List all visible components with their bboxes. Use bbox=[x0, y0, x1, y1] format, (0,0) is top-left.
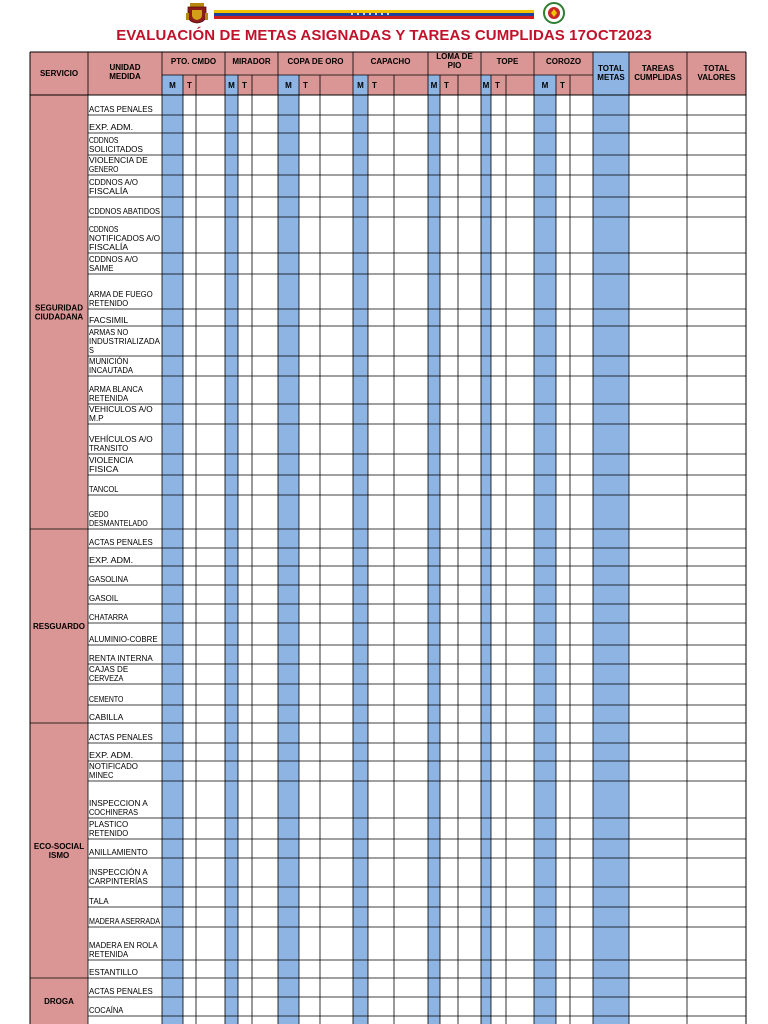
header-meta-6: M bbox=[482, 81, 490, 90]
header-total-valores: TOTAL bbox=[703, 64, 730, 73]
header-tarea-5: T bbox=[444, 81, 449, 90]
header-tareas-cumplidas: TAREAS bbox=[641, 64, 675, 73]
unidad-medida-cell: MADERA EN ROLA bbox=[89, 941, 159, 950]
unidad-medida-cell: INSPECCIÓN A bbox=[89, 868, 149, 877]
page-title: EVALUACIÓN DE METAS ASIGNADAS Y TAREAS CUMPLIDAS 17OCT2023 bbox=[116, 27, 652, 44]
unidad-medida-cell: ACTAS PENALES bbox=[89, 538, 153, 547]
header-location-7: COROZO bbox=[545, 57, 582, 66]
unidad-medida-cell: SOLICITADOS bbox=[89, 145, 143, 154]
unidad-medida-cell: CERVEZA bbox=[89, 674, 124, 683]
unidad-medida-cell: CDDNOS bbox=[89, 225, 119, 234]
unidad-medida-cell: CDDNOS bbox=[89, 136, 119, 145]
unidad-medida-cell: TANCOL bbox=[89, 485, 119, 494]
servicio-label: ECO-SOCIAL bbox=[33, 842, 85, 851]
unidad-medida-cell: RETENIDA bbox=[89, 950, 129, 959]
unidad-medida-cell: COCAÍNA bbox=[89, 1006, 124, 1015]
header-location-6: TOPE bbox=[496, 57, 519, 66]
unidad-medida-cell: VIOLENCIA bbox=[89, 456, 134, 465]
unidad-medida-cell: INCAUTADA bbox=[89, 366, 134, 375]
unidad-medida-cell: VIOLENCIA DE bbox=[89, 156, 148, 165]
unidad-medida-cell: NOTIFICADO bbox=[89, 762, 138, 771]
unidad-medida-cell: ACTAS PENALES bbox=[89, 105, 153, 114]
unidad-medida-cell: ACTAS PENALES bbox=[89, 987, 153, 996]
unidad-medida-cell: ARMA DE FUEGO bbox=[89, 290, 153, 299]
header-total-metas: TOTAL bbox=[598, 64, 624, 73]
servicio-column-fill bbox=[30, 95, 88, 1024]
header-meta-5: M bbox=[430, 81, 438, 90]
servicio-label: RESGUARDO bbox=[32, 622, 86, 631]
unidad-medida-cell: GASOLINA bbox=[89, 575, 129, 584]
unidad-medida-cell: EXP. ADM. bbox=[89, 556, 134, 565]
header-servicio: SERVICIO bbox=[39, 69, 79, 78]
unidad-medida-cell: CDDNOS A/O bbox=[89, 178, 138, 187]
unidad-medida-cell: GEDO bbox=[89, 510, 109, 519]
unidad-medida-cell: INSPECCION A bbox=[89, 799, 149, 808]
unidad-medida-cell: CABILLA bbox=[89, 713, 124, 722]
unidad-medida-cell: ARMA BLANCA bbox=[89, 385, 144, 394]
header-meta-2: M bbox=[228, 81, 235, 90]
header-tareas-cumplidas: CUMPLIDAS bbox=[634, 73, 682, 82]
header-tarea-1: T bbox=[187, 81, 192, 90]
header-meta-7: M bbox=[541, 81, 549, 90]
unidad-medida-cell: FISCALÍA bbox=[89, 187, 129, 196]
unidad-medida-cell: MINEC bbox=[89, 771, 114, 780]
unidad-medida-cell: CAJAS DE bbox=[89, 665, 129, 674]
unidad-medida-cell: ANILLAMIENTO bbox=[89, 848, 148, 857]
unidad-medida-cell: EXP. ADM. bbox=[89, 123, 134, 132]
unidad-medida-cell: SAIME bbox=[89, 264, 114, 273]
unidad-medida-cell: CHATARRA bbox=[89, 613, 129, 622]
unidad-medida-cell: RETENIDO bbox=[89, 299, 129, 308]
unidad-medida-cell: CDDNOS ABATIDOS bbox=[89, 207, 160, 216]
unidad-medida-cell: ARMAS NO bbox=[89, 328, 129, 337]
unidad-medida-cell: COCHINERAS bbox=[89, 808, 138, 817]
total-metas-column-fill bbox=[593, 52, 629, 1024]
unidad-medida-cell: CEMENTO bbox=[89, 695, 124, 704]
unidad-medida-cell: S bbox=[89, 346, 94, 355]
unidad-medida-cell: GENERO bbox=[89, 165, 119, 174]
unidad-medida-cell: INDUSTRIALIZADA bbox=[89, 337, 161, 346]
header-location-2: MIRADOR bbox=[232, 57, 271, 66]
unidad-medida-cell: MADERA ASERRADA bbox=[89, 917, 161, 926]
header-location-3: COPA DE ORO bbox=[287, 57, 344, 66]
unidad-medida-cell: CARPINTERÍAS bbox=[89, 877, 148, 886]
unidad-medida-cell: RETENIDA bbox=[89, 394, 129, 403]
header-location-1: PTO. CMDO bbox=[170, 57, 217, 66]
servicio-label: ISMO bbox=[48, 851, 70, 860]
servicio-label: DROGA bbox=[44, 997, 74, 1006]
unidad-medida-cell: FISCALÍA bbox=[89, 243, 129, 252]
unidad-medida-cell: EXP. ADM. bbox=[89, 751, 134, 760]
unidad-medida-cell: ESTANTILLO bbox=[89, 968, 138, 977]
unidad-medida-cell: FACSIMIL bbox=[89, 316, 129, 325]
unidad-medida-cell: TALA bbox=[89, 897, 110, 906]
unidad-medida-cell: M.P bbox=[89, 414, 104, 423]
unidad-medida-cell: VEHÍCULOS A/O bbox=[89, 435, 153, 444]
header-unidad-medida: MEDIDA bbox=[109, 72, 141, 81]
unidad-medida-cell: TRANSITO bbox=[89, 444, 129, 453]
header-total-valores: VALORES bbox=[697, 73, 736, 82]
unidad-medida-cell: NOTIFICADOS A/O bbox=[89, 234, 160, 243]
header-unidad-medida: UNIDAD bbox=[109, 63, 141, 72]
header-tarea-4: T bbox=[372, 81, 377, 90]
unidad-medida-cell: DESMANTELADO bbox=[89, 519, 148, 528]
header-location-4: CAPACHO bbox=[370, 57, 411, 66]
header-tarea-6: T bbox=[495, 81, 500, 90]
unidad-medida-cell: VEHICULOS A/O bbox=[89, 405, 153, 414]
header-total-metas: METAS bbox=[597, 73, 625, 82]
unidad-medida-cell: FISICA bbox=[89, 465, 120, 474]
unidad-medida-cell: GASOIL bbox=[89, 594, 119, 603]
unidad-medida-cell: CDDNOS A/O bbox=[89, 255, 138, 264]
unidad-medida-cell: ACTAS PENALES bbox=[89, 733, 153, 742]
unidad-medida-cell: PLASTICO bbox=[89, 820, 129, 829]
header-tarea-3: T bbox=[303, 81, 308, 90]
unidad-medida-cell: RENTA INTERNA bbox=[89, 654, 154, 663]
header-tarea-2: T bbox=[242, 81, 247, 90]
header-meta-1: M bbox=[169, 81, 176, 90]
unidad-medida-cell: ALUMINIO-COBRE bbox=[89, 635, 158, 644]
servicio-label: SEGURIDAD bbox=[34, 303, 84, 313]
unidad-medida-cell: MUNICIÓN bbox=[89, 357, 129, 366]
unidad-medida-cell: RETENIDO bbox=[89, 829, 129, 838]
header-location-5: PIO bbox=[447, 61, 462, 70]
servicio-label: CIUDADANA bbox=[34, 312, 84, 322]
header-meta-3: M bbox=[285, 81, 292, 90]
header-location-5: LOMA DE bbox=[436, 52, 473, 61]
header-tarea-7: T bbox=[560, 81, 565, 90]
header-meta-4: M bbox=[357, 81, 364, 90]
